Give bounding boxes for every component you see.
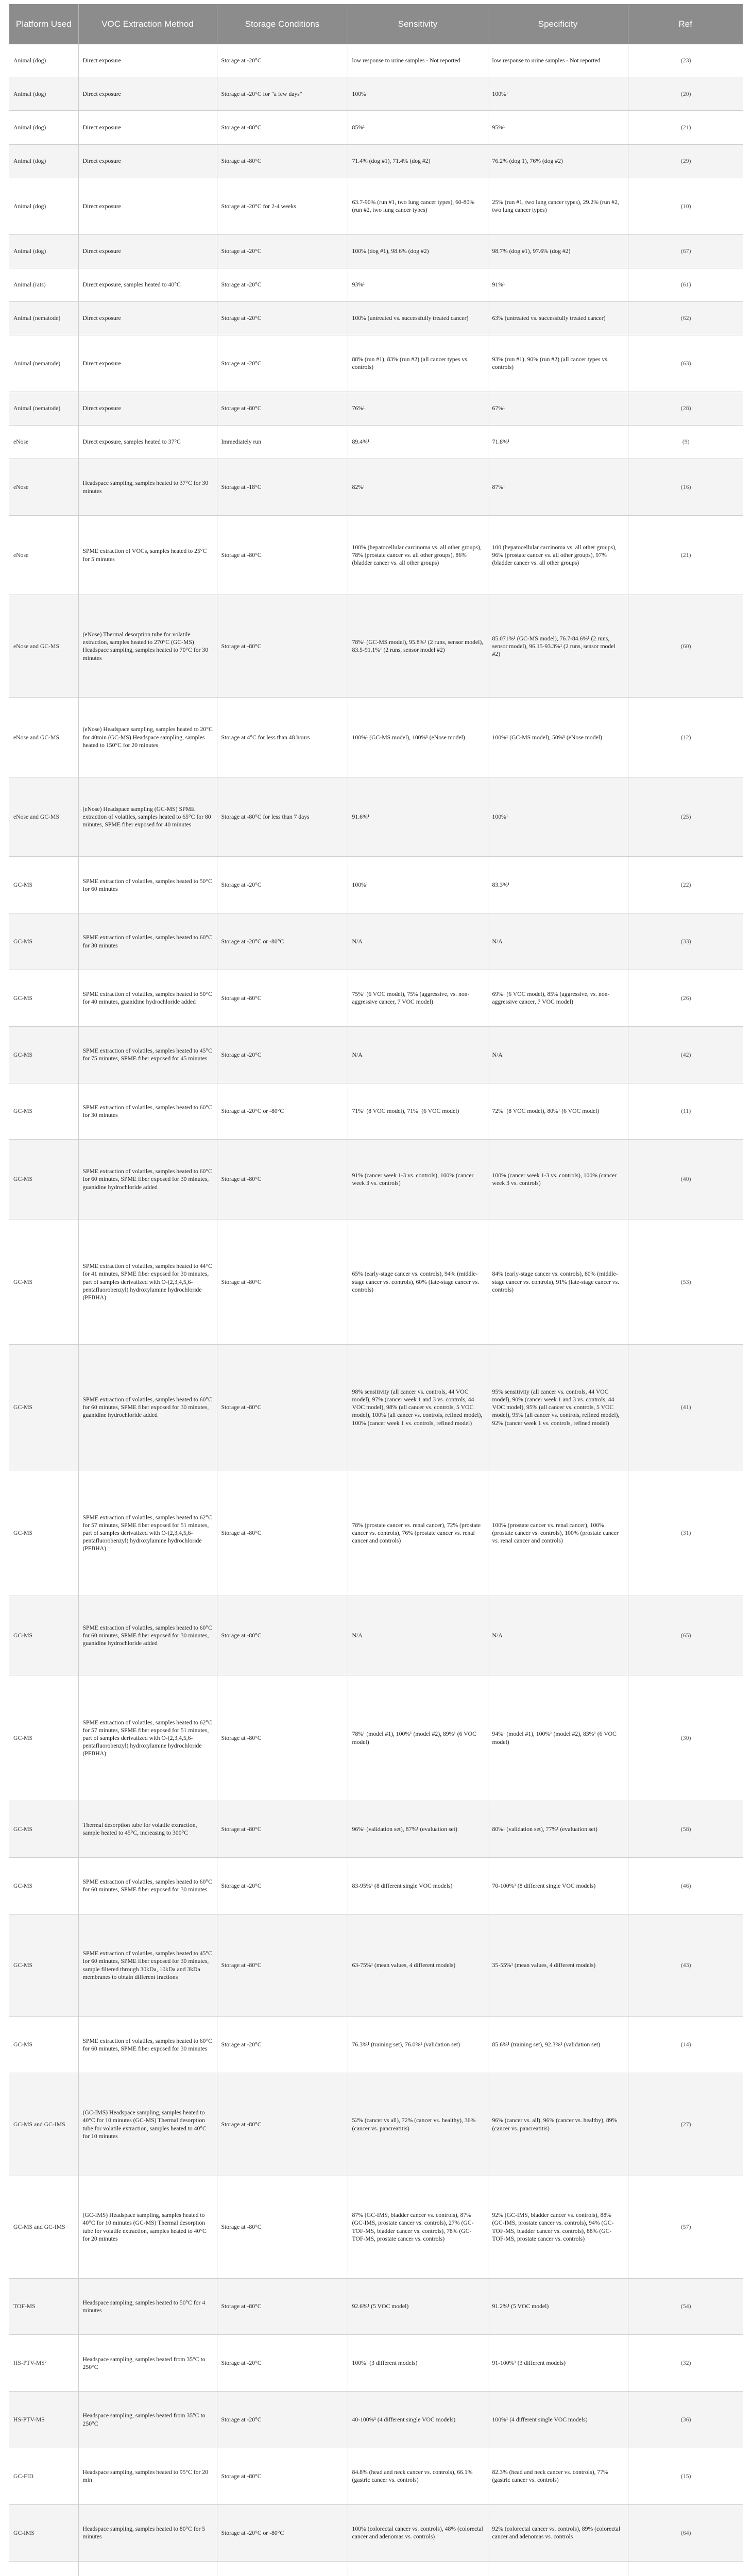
cell-sensitivity: 63.7-90% (run #1, two lung cancer types), 60-80% (run #2, two lung cancer types)	[348, 178, 488, 234]
cell-extraction-method: SPME extraction of volatiles, samples heated to 60°C for 60 minutes, SPME fiber exposed for 30 minutes, guanidine hydrochloride added	[78, 1140, 217, 1219]
table-row	[9, 2073, 743, 2176]
table-row	[9, 2335, 743, 2392]
cell-specificity: 76.2% (dog 1), 76% (dog #2)	[488, 144, 628, 178]
cell-ref: (46)	[628, 1857, 743, 1914]
cell-specificity: N/A	[488, 913, 628, 970]
cell-extraction-method: SPME extraction of volatiles, samples heated to 44°C for 41 minutes, SPME fiber exposed for 30 minutes, part of samples derivatized with O-(2,3,4,5,6-pentafluorobenzyl) hydroxylamine hydrochloride (PFBHA)	[78, 1219, 217, 1345]
cell-ref: (11)	[628, 1083, 743, 1140]
cell-platform: eNose	[9, 459, 78, 516]
cell-extraction-method: Direct exposure	[78, 77, 217, 111]
table-row	[9, 77, 743, 111]
cell-platform: GC-MS and GC-IMS	[9, 2176, 78, 2278]
cell-extraction-method: SPME extraction of volatiles, samples heated to 45°C for 75 minutes, SPME fiber exposed for 45 minutes	[78, 1026, 217, 1083]
cell-specificity: 80%¹ (validation set), 77%¹ (evaluation set)	[488, 1801, 628, 1858]
cell-storage: Storage at -20°C	[217, 2392, 348, 2448]
cell-storage: Storage at -80°C	[217, 1345, 348, 1470]
cell-sensitivity: N/A	[348, 913, 488, 970]
cell-storage: Storage at -80°C	[217, 1219, 348, 1345]
cell-sensitivity: 78% (prostate cancer vs. renal cancer), 72% (prostate cancer vs. controls), 76% (prostate cancer vs. renal cancer and controls)	[348, 1470, 488, 1596]
cell-platform: eNose and GC-MS	[9, 595, 78, 698]
cell-ref: (30)	[628, 1675, 743, 1801]
cell-specificity: 91%¹	[488, 268, 628, 301]
cell-sensitivity: 75%¹ (6 VOC model), 75% (aggressive, vs. non-aggressive cancer, 7 VOC model)	[348, 970, 488, 1026]
cell-platform: Animal (nematode)	[9, 301, 78, 335]
cell-storage: Storage at -80°C	[217, 970, 348, 1026]
cell-extraction-method: Headspace sampling, samples heated to 95°C for 20 min	[78, 2448, 217, 2504]
cell-storage: Storage at -20°C	[217, 2335, 348, 2392]
cell-storage: Storage at -80°C	[217, 111, 348, 144]
cell-storage: Storage at -20°C	[217, 44, 348, 77]
cell-storage: Storage at -80°C	[217, 2073, 348, 2176]
cell-sensitivity: 52% (cancer vs all), 72% (cancer vs. healthy), 36% (cancer vs. pancreatitis)	[348, 2073, 488, 2176]
table-row	[9, 1083, 743, 1140]
cell-storage: Storage at -80°C	[217, 1140, 348, 1219]
cell-specificity: 100% (cancer week 1-3 vs. controls), 100% (cancer week 3 vs. controls)	[488, 1140, 628, 1219]
cell-platform: Animal (dog)	[9, 44, 78, 77]
voc-methods-table	[9, 4, 743, 2576]
table-row	[9, 698, 743, 777]
cell-specificity: 100%¹	[488, 777, 628, 856]
cell-ref: (26)	[628, 970, 743, 1026]
cell-extraction-method: Headspace sampling, samples heated from 35°C to 250°C	[78, 2335, 217, 2392]
cell-sensitivity: 85%¹	[348, 111, 488, 144]
cell-ref: (53)	[628, 1219, 743, 1345]
cell-extraction-method: Direct exposure	[78, 392, 217, 425]
table-row	[9, 970, 743, 1026]
cell-sensitivity: 87% (GC-IMS, bladder cancer vs. controls), 87% (GC-IMS, prostate cancer vs. controls), 27% (GC-TOF-MS, bladder cancer vs. controls), 78% (GC-TOF-MS, prostate cancer vs. controls)	[348, 2176, 488, 2278]
table-row	[9, 178, 743, 234]
cell-specificity: 95% sensitivity (all cancer vs. controls, 44 VOC model), 90% (cancer week 1 and 3 vs. controls, 44 VOC model), 95% (all cancer vs. controls, 5 VOC model), 95% (all cancer vs. controls, refined model), 92% (cancer week 1 vs. controls, refined model)	[488, 1345, 628, 1470]
cell-ref: (63)	[628, 335, 743, 392]
cell-extraction-method: Headspace sampling, samples heated to 37°C for 30 minutes	[78, 459, 217, 516]
cell-platform: GC-MS	[9, 1345, 78, 1470]
cell-sensitivity: 100% (dog #1), 98.6% (dog #2)	[348, 234, 488, 268]
cell-extraction-method: SPME extraction of volatiles, samples heated to 60°C for 30 minutes	[78, 913, 217, 970]
cell-specificity: 92% (colorectal cancer vs. controls), 89% (colorectal cancer and adenomas vs. controls	[488, 2504, 628, 2561]
cell-sensitivity: N/A	[348, 1596, 488, 1675]
table-row	[9, 515, 743, 595]
cell-specificity: low response to urine samples - Not reported	[488, 44, 628, 77]
cell-sensitivity: 63-75%¹ (mean values, 4 different models)	[348, 1914, 488, 2016]
cell-ref: (57)	[628, 2176, 743, 2278]
cell-specificity: 69%¹ (6 VOC model), 85% (aggressive, vs. non-aggressive cancer, 7 VOC model)	[488, 970, 628, 1026]
cell-ref: (29)	[628, 144, 743, 178]
table-row	[9, 2278, 743, 2335]
cell-extraction-method: SPME extraction of volatiles, samples heated to 50°C for 40 minutes, guanidine hydrochloride added	[78, 970, 217, 1026]
cell-ref: (12)	[628, 698, 743, 777]
cell-extraction-method: (eNose) Thermal desorption tube for volatile extraction, samples heated to 270°C (GC-MS) Headspace sampling, samples heated to 70°C for 30 minutes	[78, 595, 217, 698]
cell-extraction-method: Thermal desorption tube for volatile extraction, sample heated to 45°C, increasing to 300°C	[78, 1801, 217, 1858]
cell-storage: Storage at -20°C or -80°C	[217, 2504, 348, 2561]
cell-specificity: 91-100%¹ (3 different models)	[488, 2335, 628, 2392]
table-row	[9, 2561, 743, 2576]
cell-platform: Animal (dog)	[9, 178, 78, 234]
cell-sensitivity: 96%¹ (validation set), 87%¹ (evaluation set)	[348, 1801, 488, 1858]
cell-extraction-method: Direct exposure	[78, 144, 217, 178]
header-platform: Platform Used	[9, 4, 78, 44]
cell-platform	[9, 2561, 78, 2576]
cell-sensitivity: 100%¹	[348, 77, 488, 111]
table-row	[9, 2504, 743, 2561]
cell-sensitivity: 78%¹ (model #1), 100%¹ (model #2), 89%¹ (6 VOC model)	[348, 1675, 488, 1801]
cell-platform: GC-MS	[9, 1596, 78, 1675]
cell-specificity: 96% (cancer vs. all), 96% (cancer vs. healthy), 89% (cancer vs. pancreatitis)	[488, 2073, 628, 2176]
table-row	[9, 144, 743, 178]
table-row	[9, 2016, 743, 2073]
cell-storage: Storage at -20°C	[217, 1026, 348, 1083]
cell-storage: Storage at 4°C for less than 48 hours	[217, 698, 348, 777]
cell-ref: (15)	[628, 2448, 743, 2504]
cell-storage: Storage at -80°C	[217, 515, 348, 595]
cell-sensitivity	[348, 2561, 488, 2576]
cell-ref: (54)	[628, 2278, 743, 2335]
cell-ref: (62)	[628, 301, 743, 335]
cell-platform: Animal (nematode)	[9, 335, 78, 392]
cell-extraction-method: SPME extraction of volatiles, samples heated to 60°C for 60 minutes, SPME fiber exposed for 30 minutes, guanidine hydrochloride added	[78, 1345, 217, 1470]
cell-extraction-method: SPME extraction of volatiles, samples heated to 60°C for 60 minutes, SPME fiber exposed for 30 minutes	[78, 2016, 217, 2073]
cell-extraction-method: SPME extraction of volatiles, samples heated to 50°C for 60 minutes	[78, 857, 217, 913]
cell-platform: GC-MS	[9, 970, 78, 1026]
cell-specificity: N/A	[488, 1596, 628, 1675]
cell-platform: GC-MS	[9, 1026, 78, 1083]
cell-storage: Storage at -20°C	[217, 857, 348, 913]
cell-storage: Storage at -20°C or -80°C	[217, 913, 348, 970]
cell-extraction-method: (eNose) Headspace sampling (GC-MS) SPME extraction of volatiles, samples heated to 65°C for 80 minutes, SPME fiber exposed for 40 minutes	[78, 777, 217, 856]
cell-specificity: 85.6%¹ (training set), 92.3%¹ (validation set)	[488, 2016, 628, 2073]
cell-ref	[628, 2561, 743, 2576]
table-row	[9, 268, 743, 301]
table-row	[9, 1914, 743, 2016]
cell-sensitivity: 100%¹ (GC-MS model), 100%¹ (eNose model)	[348, 698, 488, 777]
cell-sensitivity: 100%¹ (3 different models)	[348, 2335, 488, 2392]
cell-sensitivity: 93%¹	[348, 268, 488, 301]
cell-extraction-method: Direct exposure, samples heated to 40°C	[78, 268, 217, 301]
cell-storage: Storage at -80°C	[217, 2278, 348, 2335]
table-row	[9, 595, 743, 698]
cell-specificity: 100 (hepatocellular carcinoma vs. all other groups), 96% (prostate cancer vs. all other groups), 97% (bladder cancer vs. all other groups)	[488, 515, 628, 595]
cell-specificity	[488, 2561, 628, 2576]
header-ref: Ref	[628, 4, 743, 44]
cell-storage: Storage at -80°C	[217, 1801, 348, 1858]
cell-sensitivity: 83-95%¹ (8 different single VOC models)	[348, 1857, 488, 1914]
cell-platform: GC-MS	[9, 1914, 78, 2016]
cell-extraction-method: Headspace sampling, samples heated to 80°C for 5 minutes	[78, 2504, 217, 2561]
cell-specificity: 100%¹ (GC-MS model), 50%¹ (eNose model)	[488, 698, 628, 777]
cell-specificity: 70-100%¹ (8 different single VOC models)	[488, 1857, 628, 1914]
cell-specificity: 92% (GC-IMS, bladder cancer vs. controls), 88% (GC-IMS, prostate cancer vs. controls), 94% (GC-TOF-MS, bladder cancer vs. controls), 88% (GC-TOF-MS, prostate cancer vs. controls)	[488, 2176, 628, 2278]
cell-extraction-method: SPME extraction of volatiles, samples heated to 60°C for 30 minutes	[78, 1083, 217, 1140]
cell-ref: (33)	[628, 913, 743, 970]
cell-storage: Storage at -18°C	[217, 459, 348, 516]
cell-sensitivity: 100% (colorectal cancer vs. controls), 48% (colorectal cancer and adenomas vs. controls)	[348, 2504, 488, 2561]
cell-platform: GC-MS and GC-IMS	[9, 2073, 78, 2176]
cell-ref: (28)	[628, 392, 743, 425]
table-row	[9, 1026, 743, 1083]
cell-platform: GC-IMS	[9, 2504, 78, 2561]
cell-storage: Storage at -80°C	[217, 144, 348, 178]
table-row	[9, 335, 743, 392]
cell-ref: (21)	[628, 111, 743, 144]
cell-platform: Animal (rats)	[9, 268, 78, 301]
cell-storage: Storage at -20°C	[217, 1857, 348, 1914]
cell-platform: GC-MS	[9, 1219, 78, 1345]
cell-extraction-method: SPME extraction of volatiles, samples heated to 62°C for 57 minutes, SPME fiber exposed for 51 minutes, part of samples derivatized with O-(2,3,4,5,6-pentafluorobenzyl) hydroxylamine hydrochloride (PFBHA)	[78, 1675, 217, 1801]
cell-sensitivity: 84.8% (head and neck cancer vs. controls), 66.1% (gastric cancer vs. controls)	[348, 2448, 488, 2504]
cell-storage: Storage at -20°C for 2-4 weeks	[217, 178, 348, 234]
cell-storage: Storage at -20°C	[217, 335, 348, 392]
cell-specificity: 71.8%¹	[488, 426, 628, 459]
cell-ref: (58)	[628, 1801, 743, 1858]
table-header-row	[9, 4, 743, 44]
cell-specificity: 85.071%¹ (GC-MS model), 76.7-84.6%¹ (2 runs, sensor model), 96.15-93.3%¹ (2 runs, sensor model #2)	[488, 595, 628, 698]
cell-platform: GC-MS	[9, 1140, 78, 1219]
table-body	[9, 44, 743, 2576]
cell-extraction-method: (eNose) Headspace sampling, samples heated to 20°C for 40min (GC-MS) Headspace sampling, samples heated to 150°C for 20 minutes	[78, 698, 217, 777]
cell-ref: (61)	[628, 268, 743, 301]
cell-ref: (65)	[628, 1596, 743, 1675]
cell-sensitivity: 78%¹ (GC-MS model), 95.8%¹ (2 runs, sensor model), 83.5-91.1%¹ (2 runs, sensor model #2)	[348, 595, 488, 698]
cell-storage: Storage at -20°C for "a few days"	[217, 77, 348, 111]
table-row	[9, 1345, 743, 1470]
cell-ref: (10)	[628, 178, 743, 234]
cell-platform: GC-MS	[9, 1801, 78, 1858]
cell-platform: GC-MS	[9, 913, 78, 970]
cell-extraction-method: Direct exposure	[78, 111, 217, 144]
cell-sensitivity: 76.3%¹ (training set), 76.0%¹ (validation set)	[348, 2016, 488, 2073]
header-specificity: Specificity	[488, 4, 628, 44]
cell-extraction-method: Direct exposure	[78, 301, 217, 335]
cell-storage: Storage at -80°C	[217, 2176, 348, 2278]
table-row	[9, 913, 743, 970]
cell-specificity: 100%¹ (4 different single VOC models)	[488, 2392, 628, 2448]
cell-ref: (21)	[628, 515, 743, 595]
cell-platform: HS-PTV-MS	[9, 2392, 78, 2448]
cell-ref: (23)	[628, 44, 743, 77]
cell-ref: (40)	[628, 1140, 743, 1219]
table-row	[9, 392, 743, 425]
cell-sensitivity: 88% (run #1), 83% (run #2) (all cancer types vs. controls)	[348, 335, 488, 392]
cell-specificity: 87%¹	[488, 459, 628, 516]
table-row	[9, 1219, 743, 1345]
cell-sensitivity: 100%¹	[348, 857, 488, 913]
cell-platform: Animal (dog)	[9, 144, 78, 178]
cell-specificity: 25% (run #1, two lung cancer types), 29.2% (run #2, two lung cancer types)	[488, 178, 628, 234]
cell-specificity: 98.7% (dog #1), 97.6% (dog #2)	[488, 234, 628, 268]
cell-specificity: 100% (prostate cancer vs. renal cancer), 100% (prostate cancer vs. controls), 100% (prostate cancer vs. renal cancer and controls)	[488, 1470, 628, 1596]
cell-ref: (42)	[628, 1026, 743, 1083]
cell-ref: (64)	[628, 2504, 743, 2561]
cell-sensitivity: 100% (untreated vs. successfully treated cancer)	[348, 301, 488, 335]
cell-extraction-method: Direct exposure	[78, 335, 217, 392]
cell-platform: eNose and GC-MS	[9, 698, 78, 777]
cell-storage: Storage at -20°C	[217, 2016, 348, 2073]
table-row	[9, 234, 743, 268]
cell-extraction-method: SPME extraction of VOCs, samples heated to 25°C for 5 minutes	[78, 515, 217, 595]
table-row	[9, 301, 743, 335]
cell-platform: GC-MS	[9, 1675, 78, 1801]
cell-extraction-method: (GC-IMS) Headspace sampling, samples heated to 40°C for 10 minutes (GC-MS) Thermal desorption tube for volatile extraction, samples heated to 40°C for 20 minutes	[78, 2176, 217, 2278]
cell-storage: Storage at -20°C	[217, 234, 348, 268]
cell-specificity: 63% (untreated vs. successfully treated cancer)	[488, 301, 628, 335]
cell-platform: GC-FID	[9, 2448, 78, 2504]
cell-platform: GC-MS	[9, 857, 78, 913]
cell-ref: (22)	[628, 857, 743, 913]
cell-storage: Storage at -80°C	[217, 1914, 348, 2016]
cell-extraction-method	[78, 2561, 217, 2576]
cell-extraction-method: SPME extraction of volatiles, samples heated to 45°C for 60 minutes, SPME fiber exposed for 30 minutes, sample filtered through 30kDa, 10kDa and 3kDa membranes to obtain different fractions	[78, 1914, 217, 2016]
cell-storage: Storage at -80°C for less than 7 days	[217, 777, 348, 856]
cell-platform: eNose	[9, 515, 78, 595]
cell-storage: Storage at -80°C	[217, 392, 348, 425]
table-row	[9, 426, 743, 459]
cell-storage: Storage at -80°C	[217, 1596, 348, 1675]
cell-storage: Storage at -20°C or -80°C	[217, 1083, 348, 1140]
table-row	[9, 2392, 743, 2448]
cell-ref: (16)	[628, 459, 743, 516]
cell-storage: Storage at -20°C	[217, 268, 348, 301]
cell-platform: GC-MS	[9, 1470, 78, 1596]
table-row	[9, 1596, 743, 1675]
table-row	[9, 1470, 743, 1596]
cell-extraction-method: Headspace sampling, samples heated from 35°C to 250°C	[78, 2392, 217, 2448]
cell-ref: (25)	[628, 777, 743, 856]
cell-sensitivity: 89.4%¹	[348, 426, 488, 459]
cell-specificity: 72%¹ (8 VOC model), 80%¹ (6 VOC model)	[488, 1083, 628, 1140]
cell-storage: Storage at -80°C	[217, 1675, 348, 1801]
cell-storage: Storage at -80°C	[217, 1470, 348, 1596]
header-extraction-method: VOC Extraction Method	[78, 4, 217, 44]
cell-platform: HS-PTV-MS²	[9, 2335, 78, 2392]
table-row	[9, 1675, 743, 1801]
header-sensitivity: Sensitivity	[348, 4, 488, 44]
cell-platform: Animal (nematode)	[9, 392, 78, 425]
cell-storage: Storage at -80°C	[217, 2448, 348, 2504]
cell-ref: (36)	[628, 2392, 743, 2448]
cell-specificity: N/A	[488, 1026, 628, 1083]
cell-ref: (67)	[628, 234, 743, 268]
cell-ref: (32)	[628, 2335, 743, 2392]
header-storage-conditions: Storage Conditions	[217, 4, 348, 44]
cell-specificity: 94%¹ (model #1), 100%¹ (model #2), 83%¹ (6 VOC model)	[488, 1675, 628, 1801]
cell-specificity: 91.2%¹ (5 VOC model)	[488, 2278, 628, 2335]
cell-specificity: 84% (early-stage cancer vs. controls), 80% (middle-stage cancer vs. controls), 91% (late-stage cancer vs. controls)	[488, 1219, 628, 1345]
cell-ref: (9)	[628, 426, 743, 459]
table-container	[9, 4, 743, 2576]
cell-ref: (60)	[628, 595, 743, 698]
cell-extraction-method: Direct exposure, samples heated to 37°C	[78, 426, 217, 459]
cell-platform: GC-MS	[9, 1857, 78, 1914]
cell-sensitivity: 71%¹ (8 VOC model), 71%¹ (6 VOC model)	[348, 1083, 488, 1140]
cell-specificity: 35-55%¹ (mean values, 4 different models)	[488, 1914, 628, 2016]
cell-extraction-method: Direct exposure	[78, 44, 217, 77]
cell-extraction-method: Direct exposure	[78, 234, 217, 268]
cell-ref: (27)	[628, 2073, 743, 2176]
cell-sensitivity: N/A	[348, 1026, 488, 1083]
table-row	[9, 1140, 743, 1219]
cell-sensitivity: low response to urine samples - Not reported	[348, 44, 488, 77]
cell-extraction-method: SPME extraction of volatiles, samples heated to 62°C for 57 minutes, SPME fiber exposed for 51 minutes, part of samples derivatized with O-(2,3,4,5,6-pentafluorobenzyl) hydroxylamine hydrochloride (PFBHA)	[78, 1470, 217, 1596]
cell-platform: Animal (dog)	[9, 111, 78, 144]
cell-specificity: 67%¹	[488, 392, 628, 425]
cell-ref: (43)	[628, 1914, 743, 2016]
cell-specificity: 95%¹	[488, 111, 628, 144]
cell-storage: Storage at -80°C	[217, 595, 348, 698]
cell-platform: eNose and GC-MS	[9, 777, 78, 856]
cell-sensitivity: 98% sensitivity (all cancer vs. controls, 44 VOC model), 97% (cancer week 1 and 3 vs. controls, 44 VOC model), 98% (all cancer vs. controls, 5 VOC model), 100% (all cancer vs. controls, refined model), 100% (cancer week 1 vs. controls, refined model)	[348, 1345, 488, 1470]
cell-specificity: 82.3% (head and neck cancer vs. controls), 77% (gastric cancer vs. controls)	[488, 2448, 628, 2504]
table-row	[9, 857, 743, 913]
cell-specificity: 83.3%¹	[488, 857, 628, 913]
cell-extraction-method: (GC-IMS) Headspace sampling, samples heated to 40°C for 10 minutes (GC-MS) Thermal desorption tube for volatile extraction, samples heated to 40°C for 10 minutes	[78, 2073, 217, 2176]
cell-sensitivity: 65% (early-stage cancer vs. controls), 94% (middle-stage cancer vs. controls), 60% (late-stage cancer vs. controls)	[348, 1219, 488, 1345]
table-row	[9, 1801, 743, 1858]
table-row	[9, 1857, 743, 1914]
cell-storage	[217, 2561, 348, 2576]
cell-platform: TOF-MS	[9, 2278, 78, 2335]
table-row	[9, 44, 743, 77]
cell-sensitivity: 71.4% (dog #1), 71.4% (dog #2)	[348, 144, 488, 178]
cell-sensitivity: 76%¹	[348, 392, 488, 425]
table-row	[9, 111, 743, 144]
cell-extraction-method: Headspace sampling, samples heated to 50°C for 4 minutes	[78, 2278, 217, 2335]
cell-sensitivity: 92.6%¹ (5 VOC model)	[348, 2278, 488, 2335]
cell-storage: Storage at -20°C	[217, 301, 348, 335]
cell-sensitivity: 91.6%¹	[348, 777, 488, 856]
cell-platform: Animal (dog)	[9, 234, 78, 268]
table-row	[9, 2448, 743, 2504]
cell-sensitivity: 91% (cancer week 1-3 vs. controls), 100% (cancer week 3 vs. controls)	[348, 1140, 488, 1219]
cell-specificity: 93% (run #1), 90% (run #2) (all cancer types vs. controls)	[488, 335, 628, 392]
cell-ref: (41)	[628, 1345, 743, 1470]
cell-extraction-method: SPME extraction of volatiles, samples heated to 60°C for 60 minutes, SPME fiber exposed for 30 minutes	[78, 1857, 217, 1914]
cell-extraction-method: Direct exposure	[78, 178, 217, 234]
cell-storage: Immediately run	[217, 426, 348, 459]
cell-platform: GC-MS	[9, 2016, 78, 2073]
table-row	[9, 2176, 743, 2278]
cell-specificity: 100%¹	[488, 77, 628, 111]
cell-sensitivity: 100% (hepatocellular carcinoma vs. all other groups), 78% (prostate cancer vs. all other groups), 86% (bladder cancer vs. all other groups)	[348, 515, 488, 595]
cell-ref: (20)	[628, 77, 743, 111]
table-row	[9, 777, 743, 856]
cell-sensitivity: 40-100%¹ (4 different single VOC models)	[348, 2392, 488, 2448]
cell-ref: (14)	[628, 2016, 743, 2073]
cell-ref: (31)	[628, 1470, 743, 1596]
table-row	[9, 459, 743, 516]
cell-platform: eNose	[9, 426, 78, 459]
cell-platform: Animal (dog)	[9, 77, 78, 111]
cell-extraction-method: SPME extraction of volatiles, samples heated to 60°C for 60 minutes, SPME fiber exposed for 30 minutes, guanidine hydrochloride added	[78, 1596, 217, 1675]
cell-platform: GC-MS	[9, 1083, 78, 1140]
cell-sensitivity: 82%¹	[348, 459, 488, 516]
